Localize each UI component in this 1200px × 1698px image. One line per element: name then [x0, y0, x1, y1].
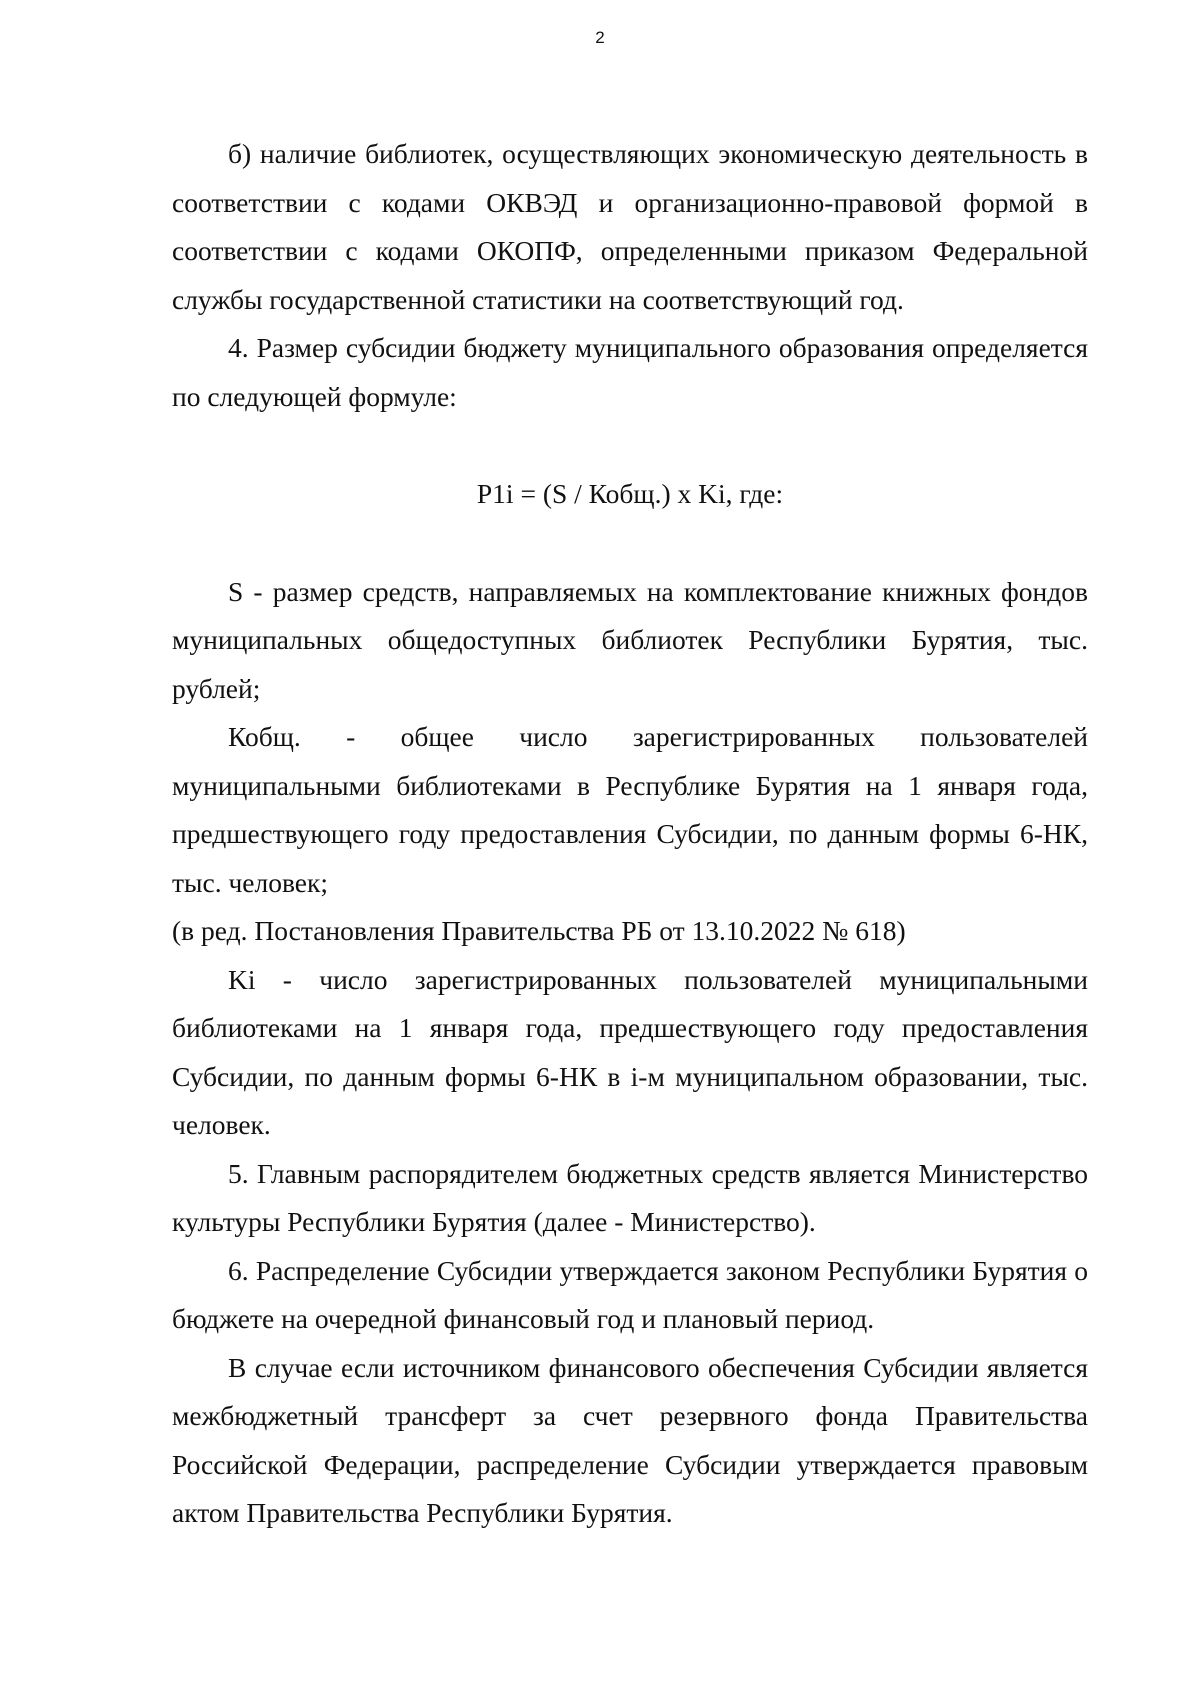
definition-s: S - размер средств, направляемых на комплектование книжных фондов муниципальных общедоступных библиотек Республики Бурятия, тыс. рублей; — [172, 575, 1088, 704]
paragraph-item-b-libraries: б) наличие библиотек, осуществляющих экономическую деятельность в соответствии с кодами ОКВЭД и организационно-правовой формой в соответствии с кодами ОКОПФ, определенными приказом Федеральной службы государственной статистики на соответствующий год. — [172, 138, 1088, 315]
amendment-note: (в ред. Постановления Правительства РБ от 13.10.2022 № 618) — [172, 915, 906, 946]
subsidy-formula — [172, 470, 1088, 519]
subsidy-formula-text: P1i = (S / Кобщ.) x Ki, где: — [476, 478, 784, 509]
paragraph-4-subsidy-size: 4. Размер субсидии бюджету муниципального образования определяется по следующей формуле: — [172, 332, 1088, 412]
definition-kobsh: Кобщ. - общее число зарегистрированных пользователей муниципальными библиотеками в Республике Бурятия на 1 января года, предшествующего году предоставления Субсидии, по данным формы 6-НК, тыс. человек; — [172, 721, 1088, 898]
definition-ki: Ki - число зарегистрированных пользователей муниципальными библиотеками на 1 января года, предшествующего году предоставления Субсидии, по данным формы 6-НК в i-м муниципальном образовании, тыс. человек. — [172, 963, 1088, 1140]
document-body — [172, 130, 1088, 1538]
paragraph-5-main-administrator: 5. Главным распорядителем бюджетных средств является Министерство культуры Республики Бурятия (далее - Министерство). — [172, 1157, 1088, 1237]
page-number: 2 — [595, 28, 605, 47]
paragraph-6-distribution: 6. Распределение Субсидии утверждается законом Республики Бурятия о бюджете на очередной финансовый год и плановый период. — [172, 1254, 1088, 1334]
paragraph-reserve-fund-case: В случае если источником финансового обеспечения Субсидии является межбюджетный трансферт за счет резервного фонда Правительства Российской Федерации, распределение Субсидии утверждается правовым актом Правительства Республики Бурятия. — [172, 1351, 1088, 1528]
